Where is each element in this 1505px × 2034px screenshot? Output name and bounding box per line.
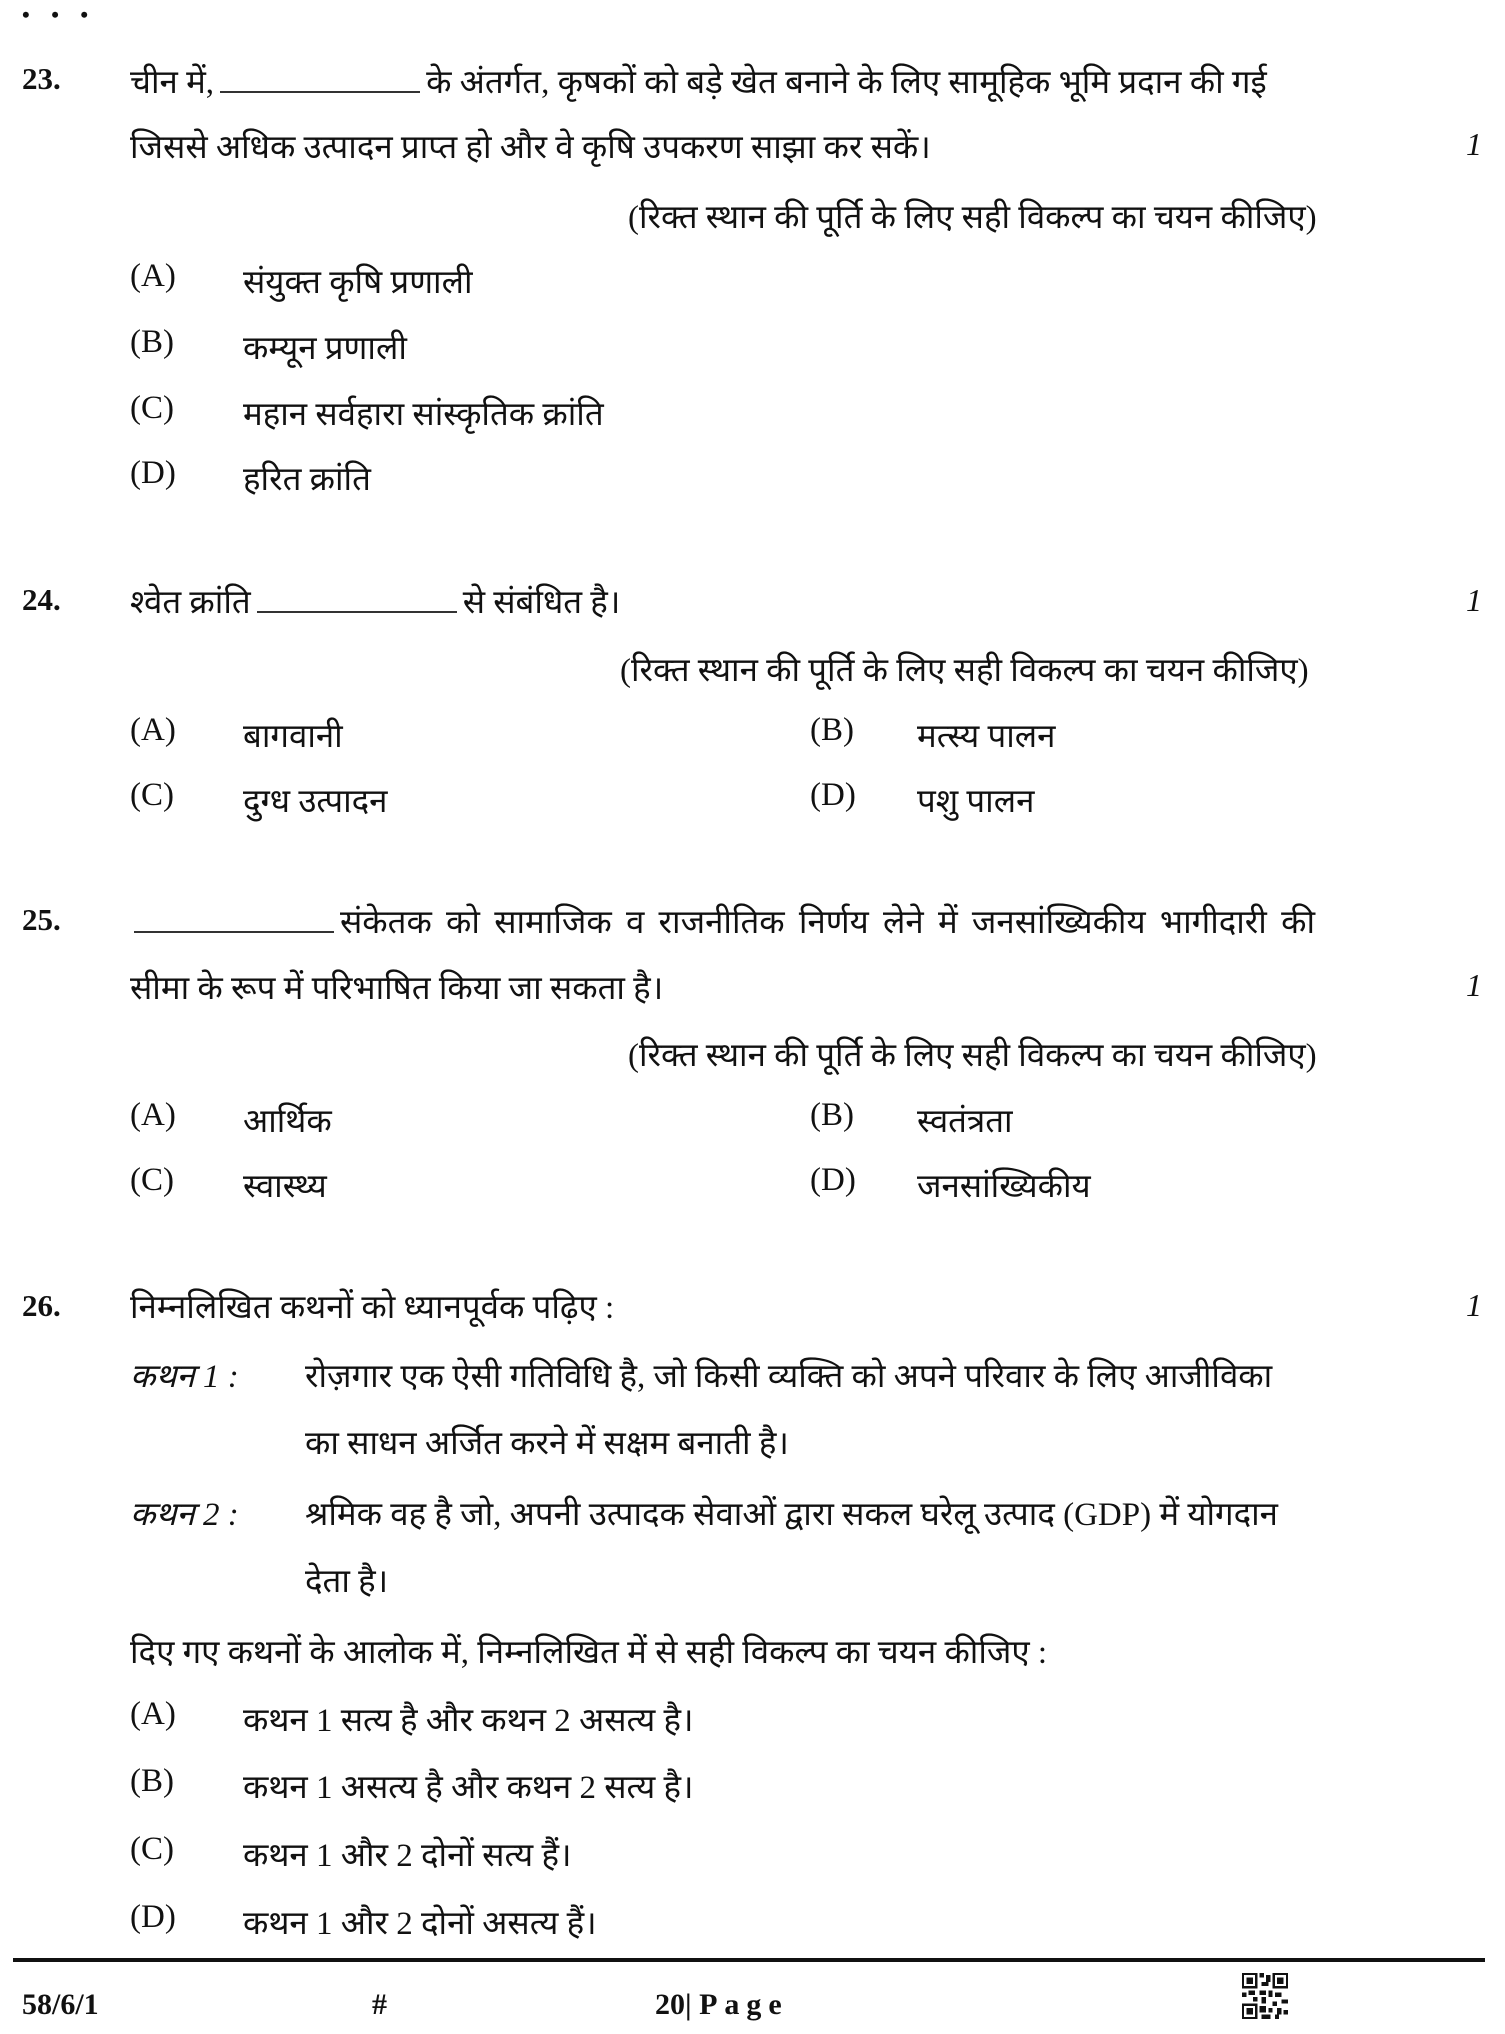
- question-text-line1: [130, 578, 620, 623]
- statement-1-label: कथन 1 :: [130, 1359, 239, 1395]
- question-text: से संबंधित है।: [462, 585, 621, 621]
- page-word: Page: [699, 1988, 789, 2021]
- option-label-d: (D): [130, 455, 176, 491]
- statement-2-text-line1: श्रमिक वह है जो, अपनी उत्पादक सेवाओं द्वारा सकल घरेलू उत्पाद (GDP) में योगदान: [305, 1497, 1278, 1533]
- option-d[interactable]: जनसांख्यिकीय: [917, 1169, 1091, 1205]
- option-label-b: (B): [810, 1097, 854, 1133]
- option-label-a: (A): [130, 1097, 176, 1133]
- top-indicator-dots: • • •: [22, 2, 97, 27]
- question-number: 25.: [22, 902, 61, 937]
- statement-1-text-line1: रोज़गार एक ऐसी गतिविधि है, जो किसी व्यक्ति को अपने परिवार के लिए आजीविका: [305, 1359, 1273, 1395]
- option-label-d: (D): [810, 1162, 856, 1198]
- fill-blank-instruction: (रिक्त स्थान की पूर्ति के लिए सही विकल्प का चयन कीजिए): [620, 653, 1309, 689]
- question-number: 26.: [22, 1288, 61, 1323]
- footer-divider: [13, 1958, 1485, 1962]
- question-text: चीन में,: [130, 65, 215, 101]
- option-d[interactable]: कथन 1 और 2 दोनों असत्य हैं।: [243, 1906, 597, 1942]
- option-label-c: (C): [130, 777, 174, 813]
- fill-blank: [220, 90, 420, 93]
- question-text: संकेतक को सामाजिक व राजनीतिक निर्णय लेने में जनसांख्यिकीय भागीदारी की: [340, 905, 1315, 941]
- page-number: 20|: [655, 1988, 692, 2021]
- fill-blank-instruction: (रिक्त स्थान की पूर्ति के लिए सही विकल्प का चयन कीजिए): [628, 1038, 1317, 1074]
- fill-blank-instruction: (रिक्त स्थान की पूर्ति के लिए सही विकल्प का चयन कीजिए): [628, 200, 1317, 236]
- statement-1-text-line2: का साधन अर्जित करने में सक्षम बनाती है।: [305, 1426, 789, 1462]
- option-c[interactable]: स्वास्थ्य: [243, 1169, 327, 1205]
- option-label-a: (A): [130, 258, 176, 294]
- option-d[interactable]: हरित क्रांति: [243, 462, 371, 498]
- marks: 1: [1466, 1287, 1482, 1323]
- marks: 1: [1466, 967, 1482, 1003]
- option-b[interactable]: स्वतंत्रता: [917, 1104, 1013, 1140]
- question-number: 24.: [22, 582, 61, 617]
- option-a[interactable]: आर्थिक: [243, 1104, 332, 1140]
- question-text-line2: सीमा के रूप में परिभाषित किया जा सकता है।: [130, 971, 664, 1007]
- option-label-d: (D): [130, 1899, 176, 1935]
- marks: 1: [1466, 126, 1482, 162]
- option-label-b: (B): [130, 1763, 174, 1799]
- page-indicator: [655, 1988, 789, 2022]
- question-text: श्वेत क्रांति: [130, 585, 251, 621]
- question-number: 23.: [22, 61, 61, 96]
- qr-code-icon: [1242, 1973, 1288, 2019]
- statement-2-text-line2: देता है।: [305, 1564, 389, 1600]
- option-d[interactable]: पशु पालन: [917, 784, 1035, 820]
- option-label-a: (A): [130, 1696, 176, 1732]
- hash-mark: #: [372, 1988, 387, 2021]
- option-label-b: (B): [130, 324, 174, 360]
- option-b[interactable]: कम्यून प्रणाली: [243, 331, 407, 367]
- paper-code: 58/6/1: [22, 1988, 99, 2021]
- option-label-a: (A): [130, 712, 176, 748]
- fill-blank: [257, 610, 457, 613]
- statement-2-label: कथन 2 :: [130, 1497, 239, 1533]
- option-a[interactable]: कथन 1 सत्य है और कथन 2 असत्य है।: [243, 1703, 694, 1739]
- option-c[interactable]: कथन 1 और 2 दोनों सत्य हैं।: [243, 1838, 572, 1874]
- option-label-c: (C): [130, 1162, 174, 1198]
- option-c[interactable]: महान सर्वहारा सांस्कृतिक क्रांति: [243, 397, 604, 433]
- question-text-line1: [130, 898, 1315, 943]
- choose-instruction: दिए गए कथनों के आलोक में, निम्नलिखित में से सही विकल्प का चयन कीजिए :: [130, 1635, 1048, 1671]
- option-label-c: (C): [130, 1831, 174, 1867]
- option-c[interactable]: दुग्ध उत्पादन: [243, 784, 388, 820]
- option-label-b: (B): [810, 712, 854, 748]
- option-b[interactable]: मत्स्य पालन: [917, 719, 1056, 755]
- option-b[interactable]: कथन 1 असत्य है और कथन 2 सत्य है।: [243, 1770, 694, 1806]
- question-text: के अंतर्गत, कृषकों को बड़े खेत बनाने के लिए सामूहिक भूमि प्रदान की गई: [426, 65, 1267, 101]
- question-intro: निम्नलिखित कथनों को ध्यानपूर्वक पढ़िए :: [130, 1290, 615, 1326]
- marks: 1: [1466, 582, 1482, 618]
- question-text-line2: जिससे अधिक उत्पादन प्राप्त हो और वे कृषि उपकरण साझा कर सकें।: [130, 130, 931, 166]
- option-a[interactable]: संयुक्त कृषि प्रणाली: [243, 265, 473, 301]
- option-label-c: (C): [130, 390, 174, 426]
- question-text-line1: [130, 58, 1267, 103]
- fill-blank: [134, 930, 334, 933]
- option-a[interactable]: बागवानी: [243, 719, 343, 755]
- option-label-d: (D): [810, 777, 856, 813]
